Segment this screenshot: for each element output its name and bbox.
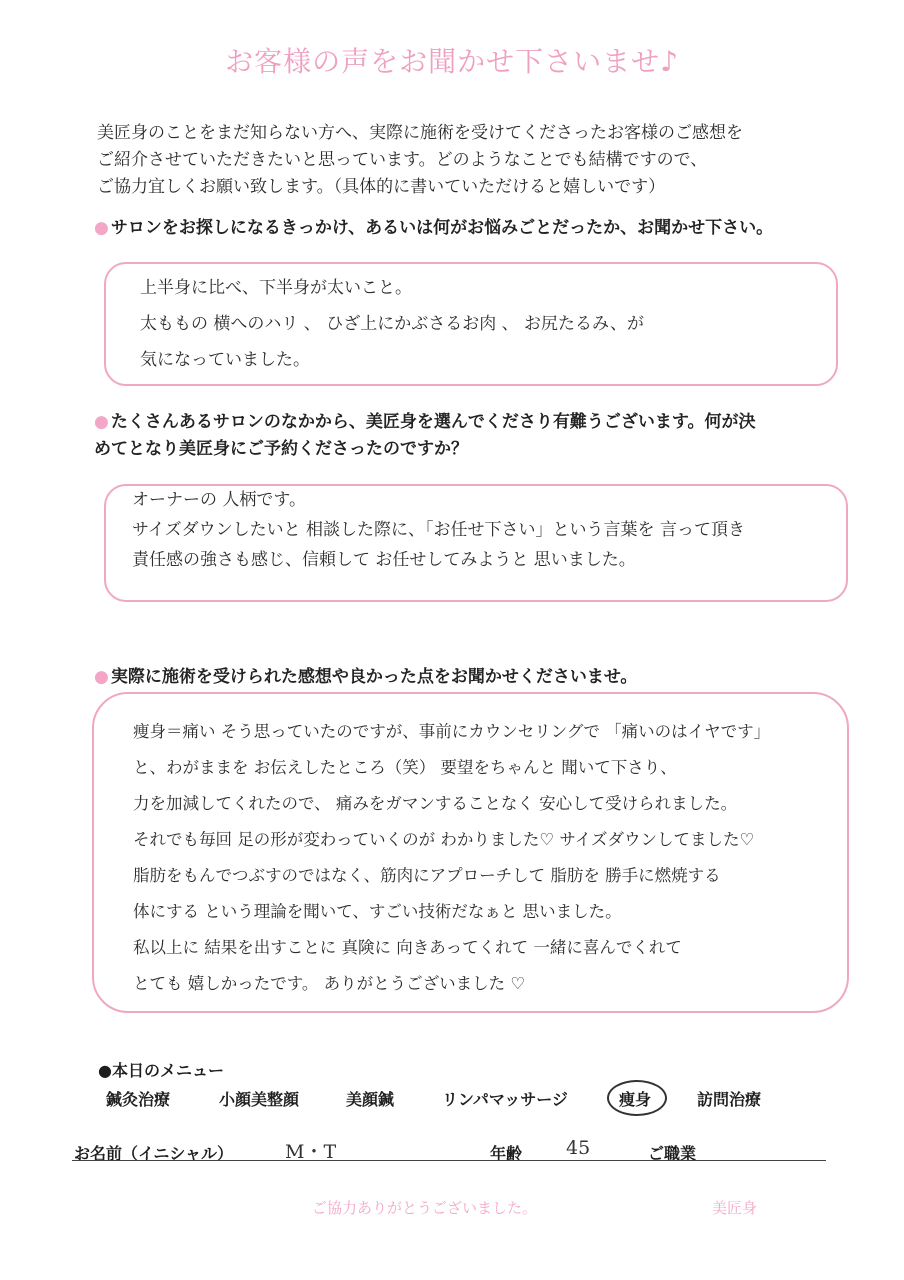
answer-line: 痩身＝痛い そう思っていたのですが、事前にカウンセリングで 「痛いのはイヤです」 — [133, 722, 771, 741]
bullet-icon: ● — [94, 412, 109, 432]
answer-line: とても 嬉しかったです。 ありがとうございました ♡ — [133, 974, 526, 993]
intro-line: ご協力宜しくお願い致します。（具体的に書いていただけると嬉しいです） — [97, 177, 666, 197]
answer-line: 脂肪をもんでつぶすのではなく、筋肉にアプローチして 脂肪を 勝手に燃焼する — [133, 866, 721, 885]
menu-heading: ●本日のメニュー — [98, 1061, 224, 1080]
page-title: お客様の声をお聞かせ下さいませ♪ — [225, 45, 679, 78]
answer-line: 気になっていました。 — [140, 350, 310, 370]
name-label: お名前（イニシャル） — [74, 1144, 234, 1163]
answer-2 — [132, 485, 745, 575]
answer-line: と、わがままを お伝えしたところ（笑） 要望をちゃんと 聞いて下さり、 — [133, 758, 677, 777]
question-1 — [94, 215, 864, 242]
footer-brand: 美匠身 — [712, 1199, 758, 1217]
question-3 — [94, 664, 864, 691]
intro-line: 美匠身のことをまだ知らない方へ、実際に施術を受けてくださったお客様のご感想を — [97, 123, 743, 143]
answer-3 — [133, 714, 770, 1002]
bullet-icon: ● — [94, 667, 109, 687]
bullet-icon: ● — [94, 218, 109, 238]
question-text: めてとなり美匠身にご予約くださったのですか？ — [94, 439, 468, 459]
answer-line: サイズダウンしたいと 相談した際に、「お任せ下さい」という言葉を 言って頂き — [132, 520, 745, 540]
answer-line: 体にする という理論を聞いて、すごい技術だなぁと 思いました。 — [133, 902, 622, 921]
age-value[interactable]: 45 — [566, 1137, 591, 1159]
answer-line: 私以上に 結果を出すことに 真険に 向きあってくれて 一緒に喜んでくれて — [133, 938, 682, 957]
question-text: たくさんあるサロンのなかから、美匠身を選んでくださり有難うございます。何が決 — [110, 412, 756, 432]
question-text: サロンをお探しになるきっかけ、あるいは何がお悩みごとだったか、お聞かせ下さい。 — [110, 218, 774, 238]
answer-line: オーナーの 人柄です。 — [132, 490, 307, 510]
answer-line: 上半身に比べ、下半身が太いこと。 — [140, 278, 412, 298]
answer-line: それでも毎回 足の形が変わっていくのが わかりました♡ サイズダウンしてました♡ — [133, 830, 755, 849]
intro-text — [97, 120, 857, 201]
question-2 — [94, 409, 864, 463]
answer-line: 太ももの 横へのハリ 、 ひざ上にかぶさるお肉 、 お尻たるみ、が — [140, 314, 645, 334]
menu-item-acupuncture[interactable]: 鍼灸治療 — [106, 1090, 171, 1109]
menu-item-small-face[interactable]: 小顔美整顔 — [219, 1090, 300, 1109]
name-value[interactable]: M・T — [285, 1141, 337, 1163]
answer-1 — [140, 270, 644, 378]
menu-item-facial-needle[interactable]: 美顔鍼 — [346, 1090, 395, 1109]
age-label: 年齢 — [490, 1144, 523, 1163]
menu-item-home-visit[interactable]: 訪問治療 — [697, 1090, 762, 1109]
footer-thanks: ご協力ありがとうございました。 — [312, 1199, 538, 1217]
menu-item-slimming[interactable]: 痩身 — [619, 1090, 652, 1109]
answer-line: 責任感の強さも感じ、信頼して お任せしてみようと 思いました。 — [132, 550, 636, 570]
menu-item-lymph-massage[interactable]: リンパマッサージ — [442, 1090, 568, 1109]
answer-line: 力を加減してくれたので、 痛みをガマンすることなく 安心して受けられました。 — [133, 794, 738, 813]
job-label: ご職業 — [648, 1144, 697, 1163]
intro-line: ご紹介させていただきたいと思っています。どのようなことでも結構ですので、 — [97, 150, 708, 170]
info-underline — [72, 1160, 826, 1161]
question-text: 実際に施術を受けられた感想や良かった点をお聞かせくださいませ。 — [110, 667, 638, 687]
